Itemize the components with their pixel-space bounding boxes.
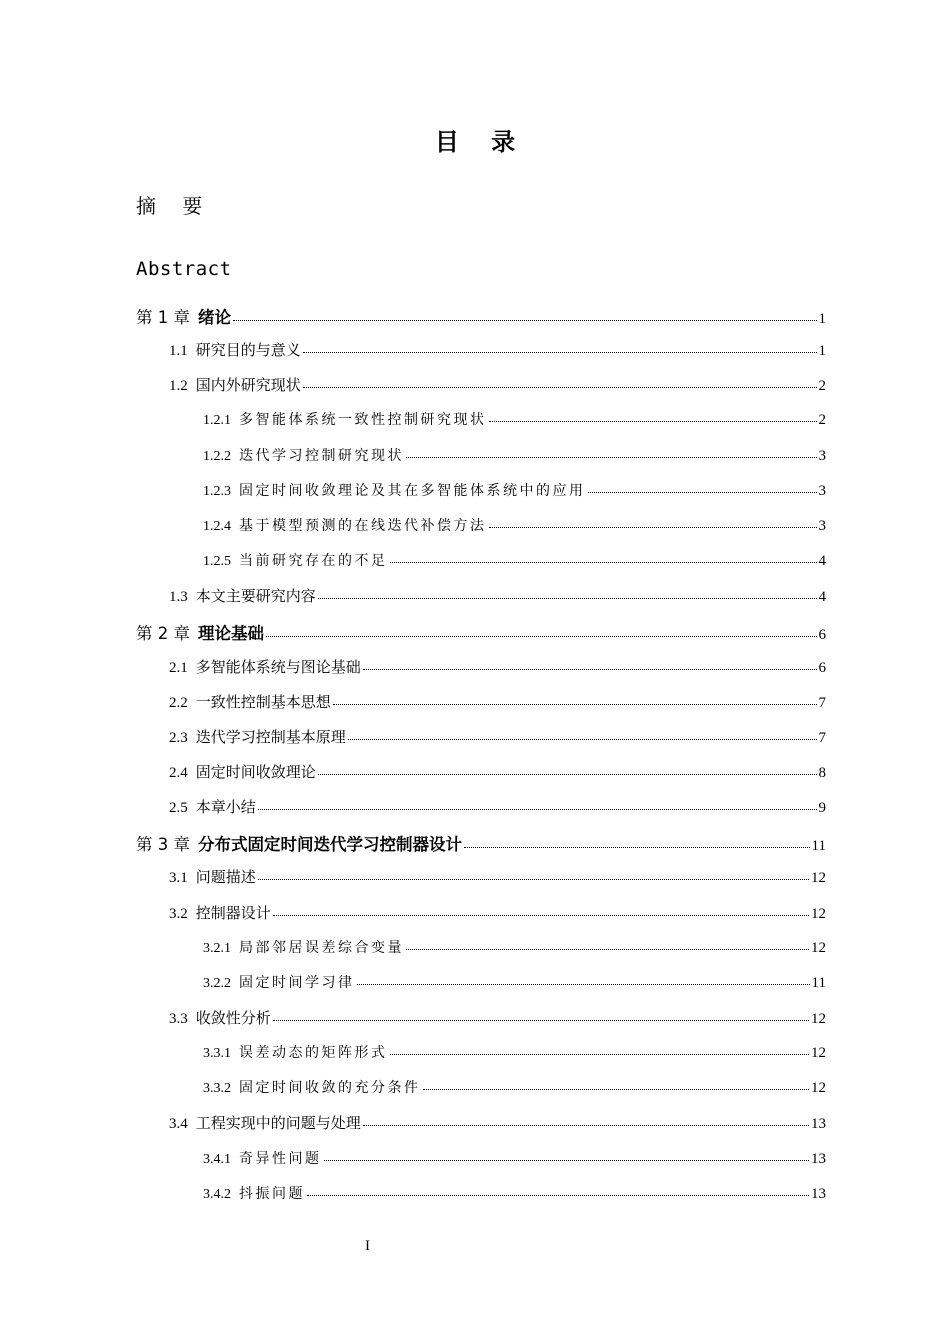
- toc-dot-leader: [390, 562, 817, 563]
- page-title: 目 录: [434, 128, 528, 156]
- toc-dot-leader: [423, 1089, 810, 1090]
- toc-entry-number: 3.2: [169, 905, 188, 922]
- toc-entry-number: 3.3.2: [203, 1081, 231, 1097]
- toc-entry-title: 分布式固定时间迭代学习控制器设计: [198, 835, 462, 855]
- toc-dot-leader: [489, 421, 817, 422]
- toc-entry[interactable]: [203, 445, 826, 480]
- toc-entry-number: 2.3: [169, 729, 188, 746]
- toc-entry-number: 第 2 章: [136, 624, 190, 644]
- toc-entry-title: 误差动态的矩阵形式: [239, 1045, 388, 1062]
- toc-dot-leader: [333, 704, 817, 705]
- toc-dot-leader: [348, 739, 817, 740]
- toc-dot-leader: [588, 492, 817, 493]
- toc-entry[interactable]: [203, 1183, 826, 1218]
- toc-dot-leader: [357, 984, 810, 985]
- toc-entry-number: 2.5: [169, 800, 188, 817]
- toc-entry-title: 固定时间收敛理论及其在多智能体系统中的应用: [239, 482, 586, 499]
- toc-entry-number: 2.1: [169, 659, 188, 676]
- toc-entry-page: 4: [818, 589, 826, 606]
- toc-entry-abstract-en[interactable]: Abstract: [136, 258, 232, 280]
- toc-entry-title: 局部邻居误差综合变量: [239, 939, 404, 956]
- toc-entry[interactable]: [203, 972, 826, 1007]
- toc-entry[interactable]: [169, 796, 826, 831]
- toc-entry-number: 3.2.2: [203, 975, 231, 991]
- toc-dot-leader: [307, 1195, 809, 1196]
- toc-entry-title: 理论基础: [198, 624, 264, 644]
- toc-entry-number: 3.2.1: [203, 940, 231, 956]
- toc-entry-number: 第 3 章: [136, 835, 190, 855]
- toc-entry[interactable]: [169, 902, 826, 937]
- toc-entry-page: 9: [818, 800, 826, 817]
- toc-entry[interactable]: [203, 409, 826, 444]
- toc-entry[interactable]: [169, 866, 826, 901]
- toc-entry-number: 1.3: [169, 589, 188, 606]
- toc-entry-number: 1.2.3: [203, 483, 231, 499]
- toc-dot-leader: [318, 774, 817, 775]
- toc-entry-title: 问题描述: [195, 868, 256, 887]
- toc-entry[interactable]: [203, 1077, 826, 1112]
- toc-entry[interactable]: [203, 515, 826, 550]
- toc-entry-page: 13: [811, 1185, 826, 1202]
- toc-entry-page: 12: [811, 939, 826, 956]
- toc-entry-number: 3.4: [169, 1116, 188, 1133]
- toc-entry-number: 1.2.5: [203, 554, 231, 570]
- toc-entry-title: 绪论: [198, 308, 231, 327]
- footer-page-number: I: [365, 1238, 370, 1254]
- toc-entry[interactable]: [203, 550, 826, 585]
- toc-entry-number: 3.4.1: [203, 1151, 231, 1167]
- toc-entry[interactable]: [169, 339, 826, 374]
- toc-entry-page: 1: [818, 343, 826, 360]
- toc-entry-title: 国内外研究现状: [195, 376, 301, 395]
- toc-entry[interactable]: [169, 656, 826, 691]
- toc-entry-page: 3: [818, 517, 826, 534]
- toc-dot-leader: [464, 847, 810, 848]
- toc-entry-title: 工程实现中的问题与处理: [195, 1114, 361, 1133]
- toc-entry-title: 一致性控制基本思想: [195, 692, 331, 711]
- toc-dot-leader: [273, 1020, 809, 1021]
- toc-entry-title: 控制器设计: [195, 903, 271, 922]
- toc-entry-number: 3.3: [169, 1011, 188, 1027]
- toc-entry-number: 1.2.1: [203, 413, 231, 429]
- toc-entry-number: 3.3.1: [203, 1046, 231, 1062]
- toc-entry[interactable]: [136, 620, 826, 655]
- toc-entry-abstract-zh[interactable]: 摘 要: [136, 194, 213, 218]
- toc-entry-number: 3.1: [169, 870, 188, 887]
- toc-entry-title: 固定时间收敛理论: [195, 762, 316, 781]
- toc-dot-leader: [324, 1160, 810, 1161]
- toc-entry-number: 1.2.4: [203, 518, 231, 534]
- toc-entry[interactable]: [136, 304, 826, 339]
- toc-entry-page: 12: [811, 1080, 826, 1097]
- toc-entry[interactable]: [169, 374, 826, 409]
- toc-dot-leader: [318, 598, 817, 599]
- toc-entry-page: 6: [818, 659, 826, 676]
- toc-entry[interactable]: [203, 1148, 826, 1183]
- toc-entry-number: 2.2: [169, 694, 188, 711]
- toc-entry-title: 抖振问题: [239, 1185, 305, 1202]
- toc-dot-leader: [233, 320, 817, 321]
- toc-entry-page: 13: [811, 1116, 826, 1133]
- toc-dot-leader: [303, 387, 817, 388]
- toc-entry-page: 11: [811, 974, 826, 991]
- toc-entry-title: 本章小结: [195, 798, 256, 817]
- toc-dot-leader: [258, 809, 817, 810]
- toc-entry-title: 迭代学习控制研究现状: [239, 447, 404, 464]
- toc-entry-number: 1.2.2: [203, 448, 231, 464]
- toc-entry-page: 2: [818, 378, 826, 395]
- toc-entry-page: 3: [818, 447, 826, 464]
- toc-dot-leader: [273, 915, 809, 916]
- toc-entry-number: 第 1 章: [136, 308, 190, 327]
- toc-entry-title: 奇异性问题: [239, 1150, 322, 1167]
- toc-entry-title: 多智能体系统与图论基础: [195, 657, 361, 676]
- toc-entry[interactable]: [169, 585, 826, 620]
- toc-entry-number: 3.4.2: [203, 1186, 231, 1202]
- toc-entry-page: 13: [811, 1150, 826, 1167]
- toc-entry[interactable]: [203, 1042, 826, 1077]
- toc-entry-page: 1: [818, 311, 826, 327]
- toc-dot-leader: [406, 949, 809, 950]
- toc-entry[interactable]: [169, 1112, 826, 1147]
- toc-entry-title: 基于模型预测的在线迭代补偿方法: [239, 517, 487, 534]
- toc-entry[interactable]: [169, 1007, 826, 1042]
- toc-dot-leader: [363, 669, 817, 670]
- toc-entry-page: 4: [818, 553, 826, 570]
- toc-entry-number: 1.1: [169, 343, 188, 360]
- toc-entry-page: 11: [811, 838, 826, 855]
- toc-entry-page: 7: [818, 694, 826, 711]
- toc-entry[interactable]: [203, 937, 826, 972]
- toc-entry[interactable]: [203, 480, 826, 515]
- toc-dot-leader: [363, 1125, 809, 1126]
- toc-entry-page: 2: [818, 412, 826, 429]
- toc-dot-leader: [303, 352, 817, 353]
- toc-entry[interactable]: [169, 761, 826, 796]
- toc-entry[interactable]: [169, 726, 826, 761]
- toc-entry[interactable]: [169, 691, 826, 726]
- toc-entry-page: 8: [818, 764, 826, 781]
- toc-entry-number: 1.2: [169, 378, 188, 395]
- toc-entry-page: 12: [811, 1045, 826, 1062]
- toc-entry-title: 当前研究存在的不足: [239, 553, 388, 570]
- toc-entry-title: 固定时间学习律: [239, 974, 355, 991]
- toc-entry-page: 6: [818, 627, 826, 644]
- toc-entry-title: 本文主要研究内容: [195, 587, 316, 606]
- toc-dot-leader: [266, 636, 817, 637]
- toc-entry-title: 迭代学习控制基本原理: [195, 727, 346, 746]
- toc-dot-leader: [258, 879, 809, 880]
- toc-dot-leader: [390, 1054, 810, 1055]
- toc-entry-title: 收敛性分析: [195, 1009, 271, 1027]
- toc-entry-page: 12: [811, 870, 826, 887]
- toc-entry-page: 12: [811, 1011, 826, 1027]
- toc-entry-page: 3: [818, 482, 826, 499]
- toc-entry-page: 7: [818, 729, 826, 746]
- toc-dot-leader: [406, 457, 817, 458]
- toc-entry-title: 多智能体系统一致性控制研究现状: [239, 412, 487, 429]
- toc-entry-title: 固定时间收敛的充分条件: [239, 1080, 421, 1097]
- toc-dot-leader: [489, 527, 817, 528]
- toc-entry-page: 12: [811, 905, 826, 922]
- toc-entry-title: 研究目的与意义: [195, 341, 301, 360]
- toc-entry[interactable]: [136, 831, 826, 866]
- toc-entry-number: 2.4: [169, 764, 188, 781]
